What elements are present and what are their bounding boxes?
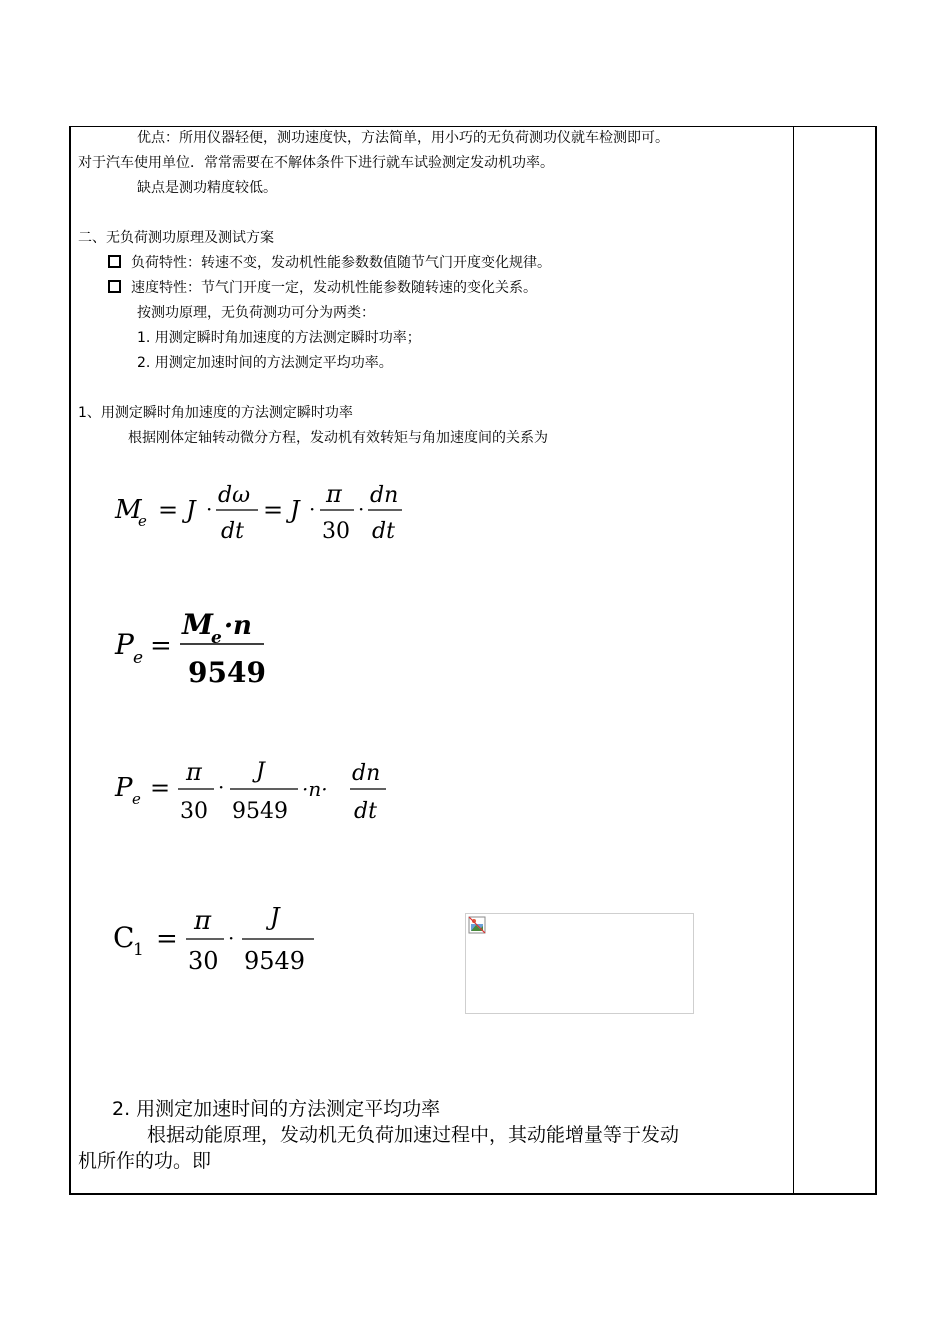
bullet-speed-characteristic xyxy=(108,278,537,298)
formula-torque xyxy=(110,472,420,556)
f2-lhs: P xyxy=(115,628,134,661)
f2-num-m: M xyxy=(182,608,213,641)
f3-thirty: 30 xyxy=(180,799,208,824)
f4-lhs-sub: 1 xyxy=(133,940,144,960)
f1-dt2: dt xyxy=(372,519,395,544)
f4-pi: π xyxy=(194,906,212,936)
sub2-line1: 根据动能原理，发动机无负荷加速过程中，其动能增量等于发动 xyxy=(147,1124,680,1146)
f1-dot1: · xyxy=(206,497,213,521)
bullet-text: 速度特性：节气门开度一定，发动机性能参数随转速的变化关系。 xyxy=(131,280,537,296)
f3-n: ·n· xyxy=(302,777,328,801)
formula-power xyxy=(110,600,290,699)
f2-num-sub: e xyxy=(211,628,222,648)
f1-domega: dω xyxy=(218,483,251,508)
sub1-text: 根据刚体定轴转动微分方程，发动机有效转矩与角加速度间的关系为 xyxy=(128,430,548,446)
method-1: 1. 用测定瞬时角加速度的方法测定瞬时功率； xyxy=(137,330,421,346)
section2-heading: 二、无负荷测功原理及测试方案 xyxy=(78,230,274,246)
f3-pi: π xyxy=(186,758,202,786)
f1-j2: J xyxy=(290,496,300,524)
f3-j: J xyxy=(256,759,265,784)
formula-constant xyxy=(108,895,328,989)
f3-dt: dt xyxy=(354,799,377,824)
f1-dot3: · xyxy=(358,497,365,521)
sub2-heading: 2. 用测定加速时间的方法测定平均功率 xyxy=(112,1098,441,1120)
disadvantages-line: 缺点是测功精度较低。 xyxy=(137,180,277,196)
f1-eq1: = xyxy=(158,496,179,524)
f4-eq: = xyxy=(156,924,178,954)
broken-image-placeholder xyxy=(465,913,694,1014)
f3-dn: dn xyxy=(352,761,381,786)
f2-den: 9549 xyxy=(188,656,266,689)
f4-den: 9549 xyxy=(244,947,306,975)
sub1-heading: 1、用测定瞬时角加速度的方法测定瞬时功率 xyxy=(78,405,353,421)
advantages-line1: 优点：所用仪器轻便，测功速度快，方法简单，用小巧的无负荷测功仪就车检测即可。 xyxy=(137,130,669,146)
broken-image-icon xyxy=(468,916,486,934)
checkbox-icon xyxy=(108,255,121,268)
formula-power-expanded xyxy=(110,752,410,841)
f1-eq2: = xyxy=(263,496,284,524)
method-2: 2. 用测定加速时间的方法测定平均功率。 xyxy=(137,355,393,371)
f4-thirty: 30 xyxy=(188,947,219,975)
f3-den: 9549 xyxy=(232,799,288,824)
f3-dot: · xyxy=(218,775,225,799)
bullet-load-characteristic xyxy=(108,253,551,273)
column-divider xyxy=(793,127,794,1193)
f3-eq: = xyxy=(150,774,171,802)
f1-dt1: dt xyxy=(221,519,244,544)
advantages-line2: 对于汽车使用单位．常常需要在不解体条件下进行就车试验测定发动机功率。 xyxy=(78,155,554,171)
f3-lhs: P xyxy=(115,773,133,803)
f1-dn: dn xyxy=(370,483,399,508)
f1-pi: π xyxy=(326,480,342,508)
f2-num-rest: ·n xyxy=(224,611,252,641)
f2-eq: = xyxy=(150,631,172,661)
sub2-line2: 机所作的功。即 xyxy=(78,1150,212,1172)
f4-dot: · xyxy=(228,926,235,950)
bullet-text: 负荷特性：转速不变，发动机性能参数数值随节气门开度变化规律。 xyxy=(131,255,551,271)
f1-lhs-sub: e xyxy=(138,512,147,530)
f4-lhs: C xyxy=(113,921,135,954)
f1-dot2: · xyxy=(309,497,316,521)
f3-lhs-sub: e xyxy=(132,790,141,808)
f1-j1: J xyxy=(186,496,196,524)
f2-lhs-sub: e xyxy=(133,648,144,668)
f1-lhs: M xyxy=(115,495,142,525)
section2-intro: 按测功原理，无负荷测功可分为两类： xyxy=(137,305,375,321)
checkbox-icon xyxy=(108,280,121,293)
f4-j: J xyxy=(270,903,280,931)
f1-thirty: 30 xyxy=(322,519,350,544)
